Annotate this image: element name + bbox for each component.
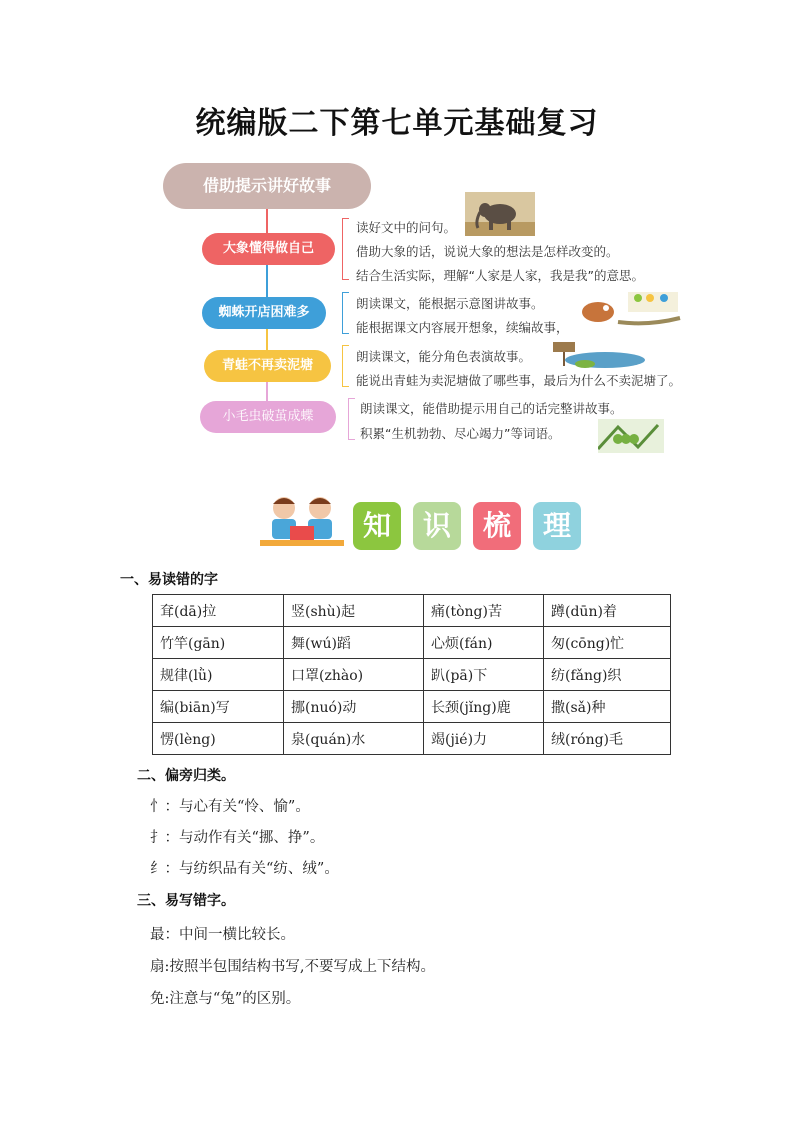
word-table	[152, 594, 671, 755]
section-heading: 一、易读错的字	[120, 572, 218, 588]
tricky-char-item: 扇:按照半包围结构书写,不要写成上下结构。	[150, 959, 435, 975]
table-row	[153, 659, 671, 691]
connector	[266, 382, 268, 401]
frog-pond-illustration	[545, 338, 649, 370]
branch-text: 读好文中的问句。	[356, 220, 457, 235]
table-row	[153, 595, 671, 627]
table-cell: 竹竿(gān)	[153, 627, 284, 659]
banner-char: 知	[353, 502, 401, 550]
connector	[266, 329, 268, 350]
table-cell: 匆(cōng)忙	[544, 627, 671, 659]
table-cell: 规律(lǜ)	[153, 659, 284, 691]
radical-item: 忄：与心有关“怜、愉”。	[150, 799, 310, 815]
table-row	[153, 627, 671, 659]
connector	[266, 209, 268, 233]
branch-text: 能说出青蛙为卖泥塘做了哪些事，最后为什么不卖泥塘了。	[356, 373, 682, 388]
table-cell: 长颈(jǐng)鹿	[424, 691, 544, 723]
table-cell: 心烦(fán)	[424, 627, 544, 659]
banner-char: 识	[413, 502, 461, 550]
caterpillar-illustration	[598, 419, 664, 453]
bracket	[342, 292, 349, 334]
table-cell: 舞(wú)蹈	[284, 627, 424, 659]
branch-text: 借助大象的话，说说大象的想法是怎样改变的。	[356, 244, 619, 259]
table-cell: 编(biān)写	[153, 691, 284, 723]
page-title: 统编版二下第七单元基础复习	[195, 106, 599, 141]
tricky-char-item: 免:注意与“兔”的区别。	[150, 991, 301, 1007]
branch-text: 结合生活实际，理解“人家是人家，我是我”的意思。	[356, 268, 644, 283]
table-cell: 蹲(dūn)着	[544, 595, 671, 627]
bracket	[342, 218, 349, 280]
table-cell: 口罩(zhào)	[284, 659, 424, 691]
radical-item: 扌：与动作有关“挪、挣”。	[150, 830, 325, 846]
table-row	[153, 691, 671, 723]
table-cell: 挪(nuó)动	[284, 691, 424, 723]
table-cell: 耷(dā)拉	[153, 595, 284, 627]
table-cell: 竭(jié)力	[424, 723, 544, 755]
branch-spider: 蜘蛛开店困难多	[202, 297, 326, 329]
branch-text: 朗读课文，能分角色表演故事。	[356, 349, 532, 364]
table-row	[153, 723, 671, 755]
branch-text: 朗读课文，能借助提示用自己的话完整讲故事。	[360, 401, 623, 416]
elephant-illustration	[465, 192, 535, 236]
spider-illustration	[568, 288, 686, 332]
table-cell: 痛(tòng)苦	[424, 595, 544, 627]
table-cell: 愣(lèng)	[153, 723, 284, 755]
section-heading: 二、偏旁归类。	[137, 768, 235, 784]
table-cell: 趴(pā)下	[424, 659, 544, 691]
tricky-char-item: 最：中间一横比较长。	[150, 927, 295, 943]
connector	[266, 265, 268, 297]
bracket	[348, 398, 355, 440]
table-cell: 绒(róng)毛	[544, 723, 671, 755]
mind-map-root: 借助提示讲好故事	[163, 163, 371, 209]
banner-char: 理	[533, 502, 581, 550]
table-cell: 竖(shù)起	[284, 595, 424, 627]
branch-text: 积累“生机勃勃、尽心竭力”等词语。	[360, 426, 561, 441]
banner-char: 梳	[473, 502, 521, 550]
branch-caterpillar: 小毛虫破茧成蝶	[200, 401, 336, 433]
branch-text: 能根据课文内容展开想象，续编故事，	[356, 320, 569, 335]
radical-item: 纟：与纺织品有关“纺、绒”。	[150, 861, 339, 877]
bracket	[342, 345, 349, 387]
table-cell: 泉(quán)水	[284, 723, 424, 755]
branch-frog: 青蛙不再卖泥塘	[204, 350, 331, 382]
branch-elephant: 大象懂得做自己	[202, 233, 335, 265]
section-heading: 三、易写错字。	[137, 893, 235, 909]
table-cell: 纺(fǎng)织	[544, 659, 671, 691]
table-cell: 撒(sǎ)种	[544, 691, 671, 723]
students-reading-illustration	[258, 490, 346, 552]
branch-text: 朗读课文，能根据示意图讲故事。	[356, 296, 544, 311]
